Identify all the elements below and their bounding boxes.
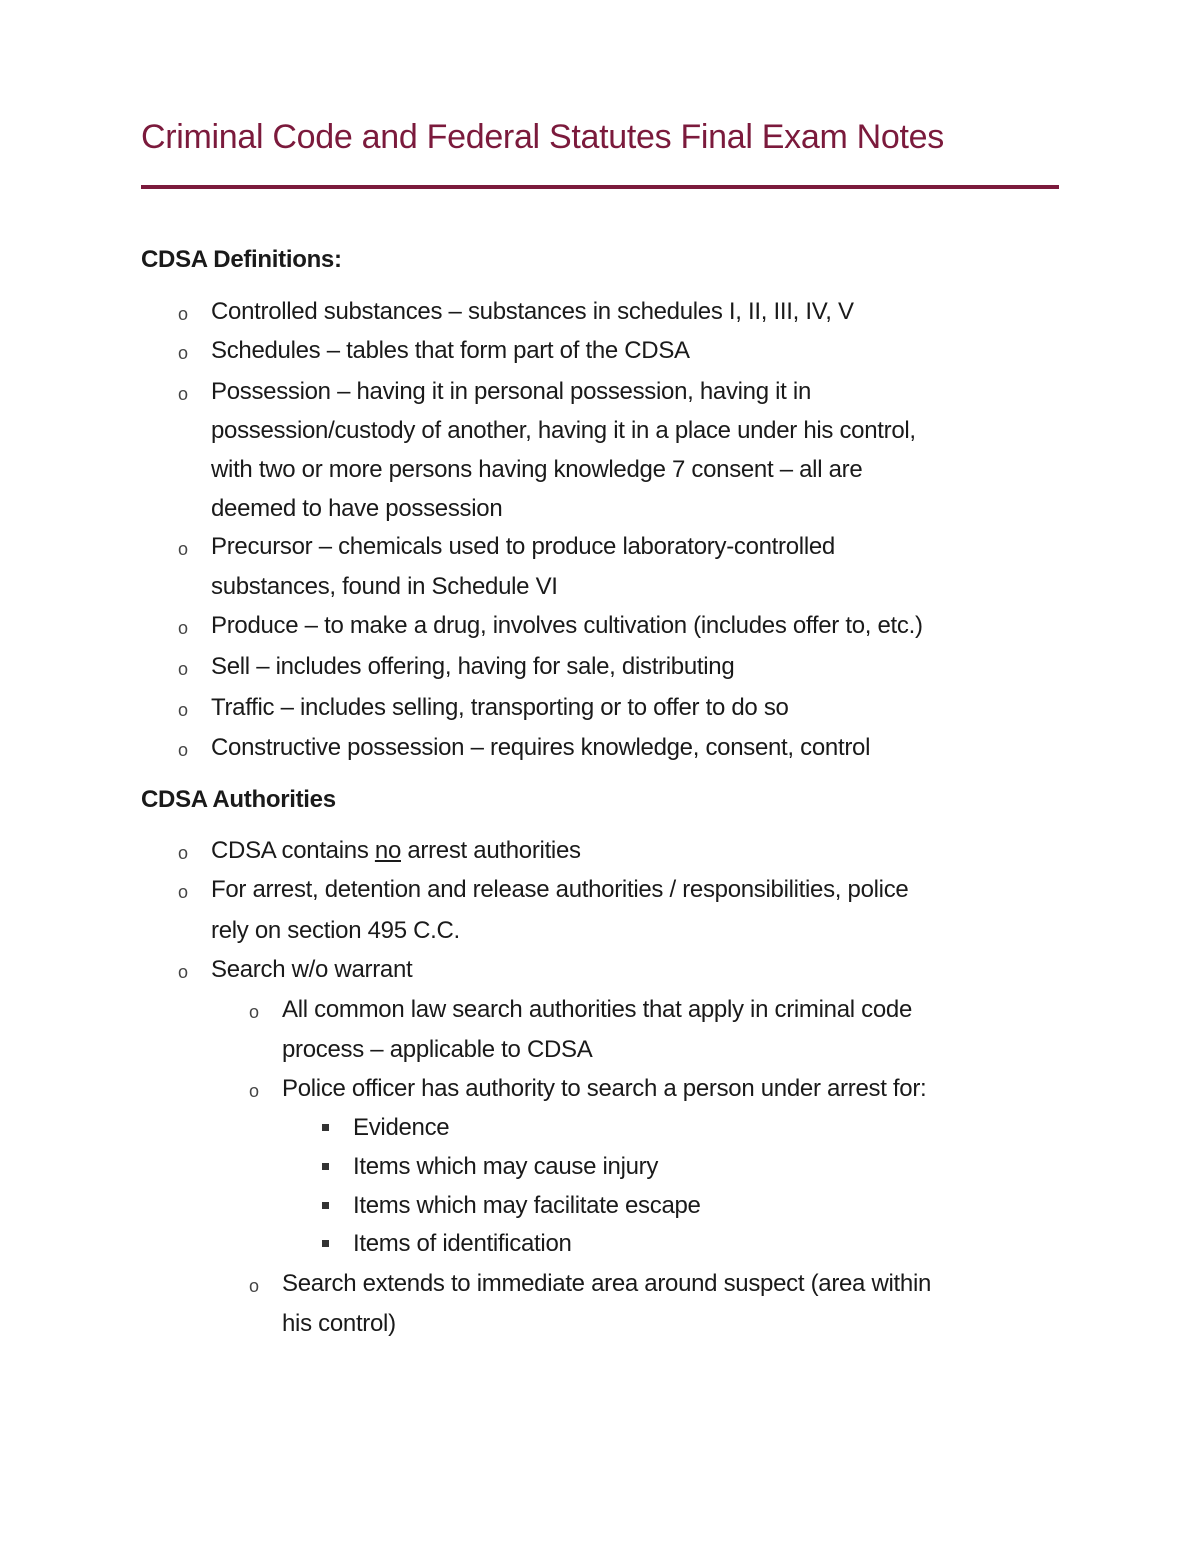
definition-item-line: Precursor – chemicals used to produce laboratory-controlled (211, 533, 835, 560)
bullet-icon: o (249, 1276, 260, 1296)
authority-text: CDSA contains (211, 837, 375, 864)
bullet-icon: o (178, 618, 189, 638)
definition-item-line: with two or more persons having knowledge 7 consent – all are (211, 456, 863, 483)
bullet-icon: o (249, 1081, 260, 1101)
bullet-icon: o (178, 384, 189, 404)
section-heading-authorities: CDSA Authorities (141, 786, 336, 813)
definition-item-line: possession/custody of another, having it in a place under his control, (211, 417, 916, 444)
definition-item-line: Controlled substances – substances in schedules I, II, III, IV, V (211, 298, 854, 325)
definition-item-line: Produce – to make a drug, involves cultivation (includes offer to, etc.) (211, 612, 923, 639)
sub-sub-item-line: Evidence (353, 1114, 450, 1141)
square-bullet-icon (322, 1163, 329, 1170)
definition-item-line: Sell – includes offering, having for sale, distributing (211, 653, 735, 680)
authority-item-line (211, 836, 581, 866)
sub-item-line: Police officer has authority to search a person under arrest for: (282, 1075, 927, 1102)
bullet-icon: o (178, 343, 189, 363)
sub-sub-item-line: Items which may cause injury (353, 1153, 659, 1180)
definition-item-line: substances, found in Schedule VI (211, 573, 558, 600)
definition-item-line: Schedules – tables that form part of the CDSA (211, 337, 690, 364)
bullet-icon: o (178, 304, 189, 324)
bullet-icon: o (178, 740, 189, 760)
definition-item-line: deemed to have possession (211, 495, 503, 522)
square-bullet-icon (322, 1202, 329, 1209)
sub-sub-item-line: Items which may facilitate escape (353, 1192, 701, 1219)
authority-item-line: For arrest, detention and release authorities / responsibilities, police (211, 876, 909, 903)
bullet-icon: o (178, 962, 189, 982)
authority-text: arrest authorities (401, 837, 581, 864)
authority-item-line: rely on section 495 C.C. (211, 917, 460, 944)
square-bullet-icon (322, 1124, 329, 1131)
sub-item-line: process – applicable to CDSA (282, 1036, 593, 1063)
sub-sub-item-line: Items of identification (353, 1230, 572, 1257)
bullet-icon: o (249, 1002, 260, 1022)
authority-item-line: Search w/o warrant (211, 956, 413, 983)
bullet-icon: o (178, 843, 189, 863)
bullet-icon: o (178, 659, 189, 679)
underlined-word: no (374, 837, 401, 864)
square-bullet-icon (322, 1240, 329, 1247)
title-divider (141, 185, 1059, 189)
sub-item-line: Search extends to immediate area around suspect (area within (282, 1270, 932, 1297)
document-title: Criminal Code and Federal Statutes Final Exam Notes (141, 118, 944, 156)
bullet-icon: o (178, 700, 189, 720)
definition-item-line: Traffic – includes selling, transporting or to offer to do so (211, 694, 789, 721)
section-heading-definitions: CDSA Definitions: (141, 246, 342, 273)
definition-item-line: Possession – having it in personal possession, having it in (211, 378, 811, 405)
sub-item-line: his control) (282, 1310, 396, 1337)
bullet-icon: o (178, 882, 189, 902)
definition-item-line: Constructive possession – requires knowledge, consent, control (211, 734, 871, 761)
sub-item-line: All common law search authorities that apply in criminal code (282, 996, 912, 1023)
bullet-icon: o (178, 539, 189, 559)
